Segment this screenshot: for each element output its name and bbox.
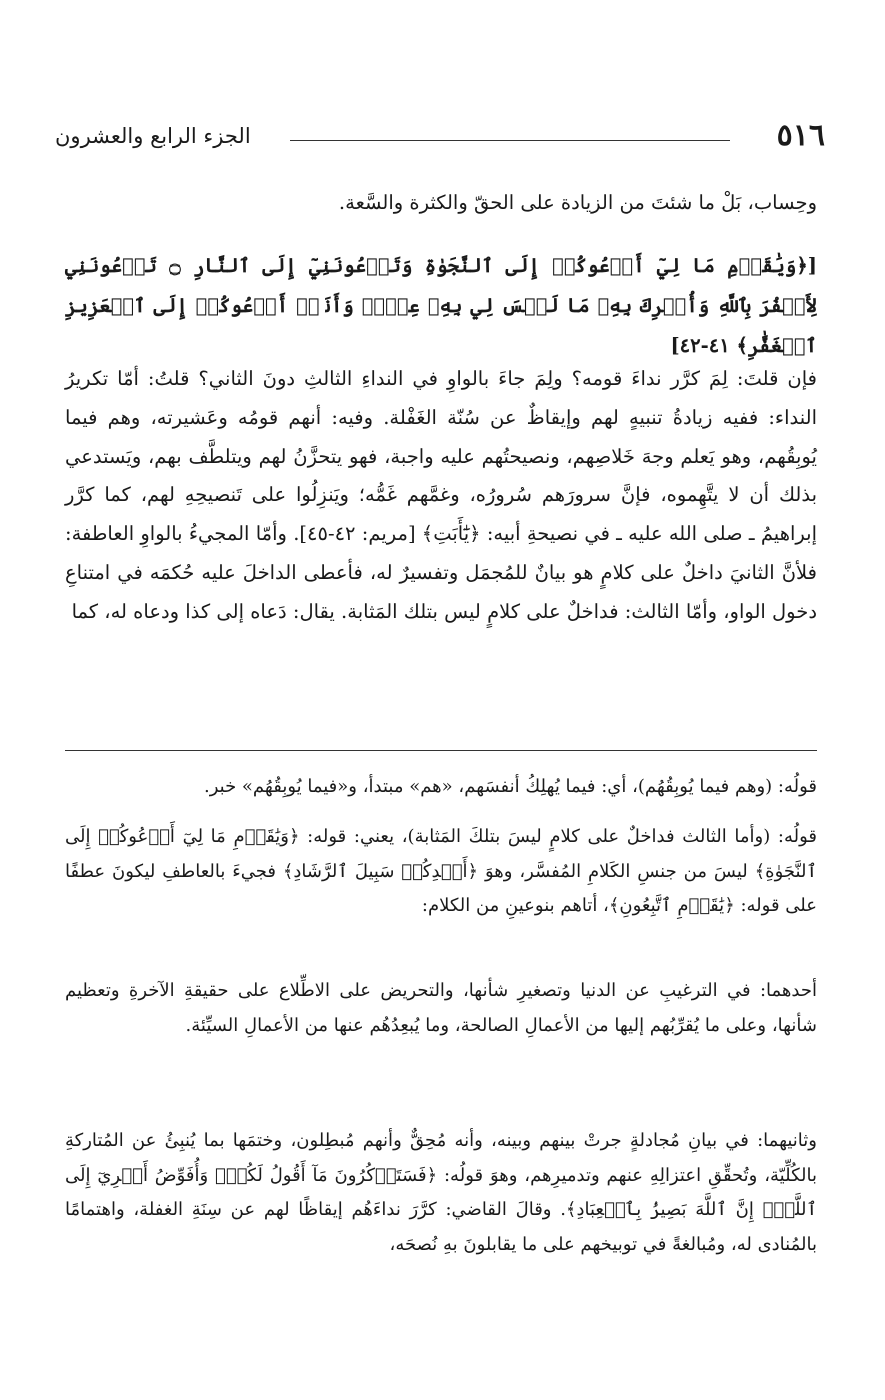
footnote-3: أحدهما: في الترغيبِ عن الدنيا وتصغيرِ شأنها، والتحريض على الاطِّلاع على حقيقةِ الآخرةِ وتعظيم شأنها، وعلى ما يُقرِّبُهم إليها من الأعمالِ الصالحة، وما يُبعِدُهُم عنها من الأعمالِ السيِّئة. bbox=[65, 980, 817, 1036]
page-header bbox=[55, 118, 825, 168]
footnote-4: وثانيهما: في بيانِ مُجادلةٍ جرتْ بينهم وبينه، وأنه مُحِقٌّ وأنهم مُبطِلون، وختمَها بما يُنبِئُ عن المُتاركةِ بالكُلِّيّة، وتُحقِّقِ اعتزالِهِ عنهم وتدميرِهم، وهوَ قولُه: ﴿فَسَتَذۡكُرُونَ مَآ أَقُولُ لَكُمۡۚ وَأُفَوِّضُ أَمۡرِيٓ إِلَى ٱللَّهِۚ إِنَّ ٱللَّهَ بَصِيرُۢ بِٱلۡعِبَادِ﴾. وقالَ القاضي: كرَّرَ نداءَهُم إيقاظًا لهم عن سِنَةِ الغفلة، واهتمامًا بالمُنادى له، ومُبالغةً في توبيخهم على ما يقابلونَ بهِ نُصحَه، bbox=[65, 1130, 817, 1255]
footnote-2: قولُه: (وأما الثالث فداخلٌ على كلامٍ ليسَ بتلكَ المَثابة)، يعني: قوله: ﴿وَيَٰقَوۡمِ مَا لِيٓ أَدۡعُوكُمۡ إِلَى ٱلنَّجَوٰةِ﴾ ليسَ من جنسِ الكَلامِ المُفسَّر، وهوَ ﴿أَهۡدِكُمۡ سَبِيلَ ٱلرَّشَادِ﴾ فجيءَ بالعاطفِ ليكونَ عطفًا على قوله: ﴿يَٰقَوۡمِ ٱتَّبِعُونِ﴾، أتاهم بنوعينِ من الكلام: bbox=[65, 826, 817, 916]
footnote-1: قولُه: (وهم فيما يُوبِقُهُم)، أي: فيما يُهلِكُ أنفسَهم، «هم» مبتدأ، و«فيما يُوبِقُهُم» خبر. bbox=[203, 776, 817, 797]
main-paragraph: فإن قلتَ: لِمَ كرَّر نداءَ قومه؟ ولِمَ جاءَ بالواوِ في النداءِ الثالثِ دونَ الثاني؟ قلتُ: أمّا تكريرُ النداء: ففيه زيادةُ تنبيهٍ لهم وإيقاظٌ عن سُنّة الغَفْلة. وفيه: أنهم قومُه وعَشيرته، وهم فيما يُوبِقُهم، وهو يَعلم وجهَ خَلاصِهم، ونصيحتُهم عليه واجبة، فهو يتحزَّنُ لهم ويتلطَّف بهم، ويَستدعي بذلك أن لا يتَّهِموه، فإنَّ سرورَهم سُرورُه، وغمَّهم غَمُّه؛ ويَنزِلُوا على تَنصيحِهِ لهم، كما كرَّر إبراهيمُ ـ صلى الله عليه ـ في نصيحةِ أبيه: ﴿يَٰٓأَبَتِ﴾ [مريم: ٤٢-٤٥]. وأمّا المجيءُ بالواوِ العاطفة: فلأنَّ الثانيَ داخلٌ على كلامٍ هو بيانٌ للمُجمَل وتفسيرٌ له، فأعطى الداخلَ عليه حُكمَه في امتناعِ دخول الواو، وأمّا الثالث: فداخلٌ على كلامٍ ليس بتلك المَثابة. يقال: دَعاه إلى كذا ودعاه له، كما bbox=[65, 367, 817, 623]
header-rule bbox=[290, 140, 730, 141]
page-number: ٥١٦ bbox=[776, 118, 825, 153]
running-title: الجزء الرابع والعشرون bbox=[55, 124, 251, 148]
footnote-divider bbox=[65, 750, 817, 751]
intro-line: وحِساب، بَلْ ما شئتَ من الزيادة على الحقّ والكثرة والسَّعة. bbox=[338, 191, 817, 214]
quran-verse: [﴿وَيَٰقَوۡمِ مَا لِيٓ أَدۡعُوكُمۡ إِلَى ٱلنَّجَوٰةِ وَتَدۡعُونَنِيٓ إِلَى ٱلنَّارِ ۝ تَدۡعُونَنِي لِأَكۡفُرَ بِٱللَّهِ وَأُشۡرِكَ بِهِۦ مَا لَيۡسَ لِي بِهِۦ عِلۡمٞ وَأَنَا۠ أَدۡعُوكُمۡ إِلَى ٱلۡعَزِيزِ ٱلۡغَفَّٰرِ﴾ ٤١-٤٢] bbox=[65, 254, 817, 357]
